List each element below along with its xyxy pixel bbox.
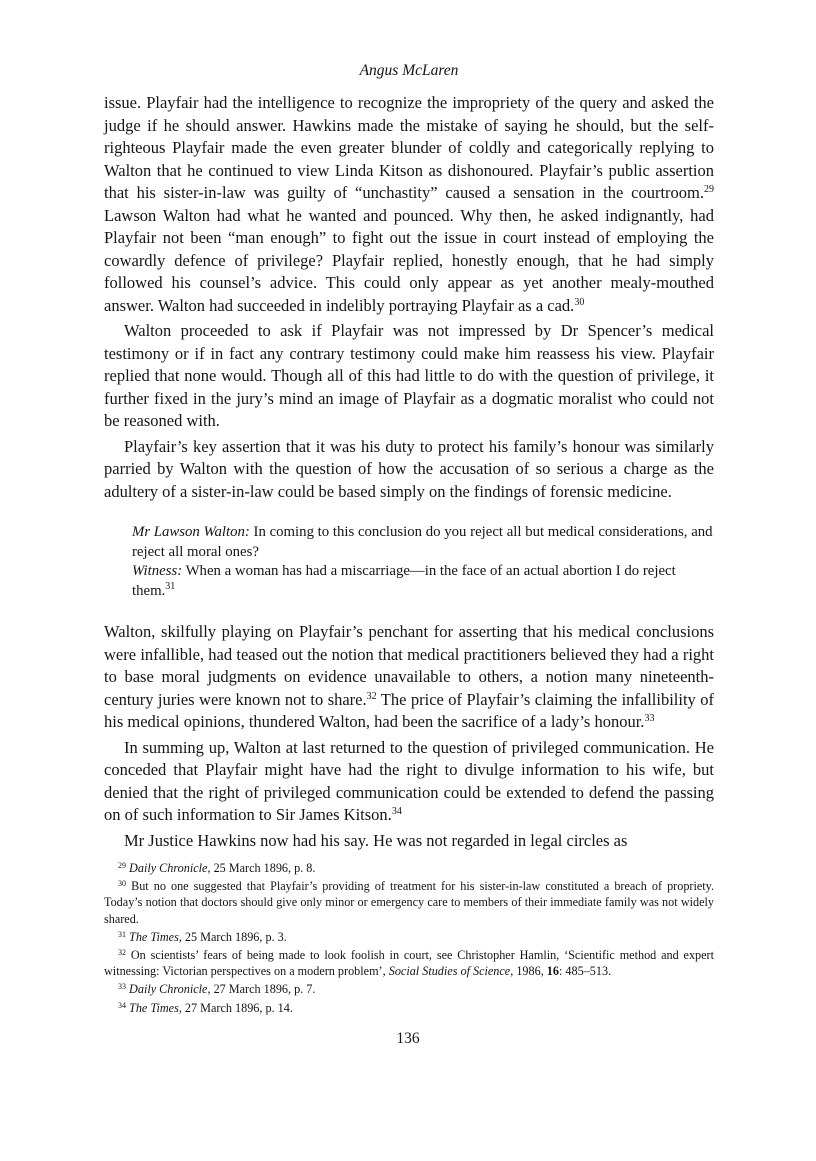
text-run: , 27 March 1896, p. 7. <box>207 982 316 997</box>
text-run: issue. Playfair had the intelligence to recognize the impropriety of the query and asked the judge if he should answer. Hawkins made the mistake of saying he should, but the self-righteous Playfair made the even greater blunder of coldly and categorically replying to Walton that he continued to view Linda Kitson as dishonoured. Playfair’s public assertion that his sister-in-law was guilty of “unchastity” caused a sensation in the courtroom. <box>104 93 714 202</box>
paragraph <box>104 436 714 504</box>
text-run: Playfair’s key assertion that it was his duty to protect his family’s honour was similarly parried by Walton with the question of how the accusation of so serious a charge as the adultery of a sister-in-law could be based simply on the findings of forensic medicine. <box>104 436 714 501</box>
footnotes <box>104 860 714 1018</box>
footnote-number: 29 <box>118 861 126 870</box>
footnote <box>104 860 714 876</box>
text-run: On scientists’ fears of being made to look foolish in court, see Christopher Hamlin, ‘Scientific method and expert witnessing: Victorian perspectives on a modern problem’, <box>104 948 715 979</box>
text-run: : 485–513. <box>558 964 612 979</box>
page-body <box>104 60 714 852</box>
italic-title: The Times <box>129 1000 179 1015</box>
footnote-number: 33 <box>118 982 126 992</box>
footnote-ref: 29 <box>704 184 714 195</box>
speaker-label: Witness: <box>132 563 183 579</box>
body-text-before-quote <box>104 92 714 503</box>
text-run: In summing up, Walton at last returned to the question of privileged communication. He conceded that Playfair might have had the right to divulge information to his wife, but denied that the right of privileged communication could be extended to defend the passing on of such information to Sir James Kitson. <box>104 737 714 824</box>
footnote <box>104 1000 714 1016</box>
paragraph <box>104 92 714 317</box>
text-run: But no one suggested that Playfair’s providing of treatment for his sister-in-law constituted a breach of propriety. Today’s notion that doctors should give only minor or emergency care to members of their immediate family was not widely shared. <box>104 879 715 926</box>
text-run: Mr Justice Hawkins now had his say. He was not regarded in legal circles as <box>124 830 628 850</box>
text-run: , 1986, <box>510 964 547 979</box>
footnote-ref: 30 <box>574 296 585 308</box>
body-text-after-quote <box>104 621 714 852</box>
text-run: Lawson Walton had what he wanted and pounced. Why then, he asked indignantly, had Playfair not been “man enough” to fight out the issue in court instead of employing the cowardly defence of privilege? Playfair replied, honestly enough, that he had simply followed his counsel’s advice. This could only appear as yet another mealy-mouthed answer. Walton had succeeded in indelibly portraying Playfair as a cad. <box>104 205 714 315</box>
text-run: , 27 March 1896, p. 14. <box>178 1000 293 1015</box>
paragraph <box>104 621 714 734</box>
footnote <box>104 947 714 979</box>
text-run: Walton, skilfully playing on Playfair’s penchant for asserting that his medical conclusions were infallible, had teased out the notion that medical practitioners believed they had a right to base moral judgments on evidence unavailable to others, a notion many nineteenth-century juries were known not to share. <box>104 622 714 709</box>
bold-volume: 16 <box>546 964 559 979</box>
running-head: Angus McLaren <box>359 62 459 79</box>
block-quote <box>132 523 714 601</box>
text-run: , 25 March 1896, p. 8. <box>207 861 316 875</box>
text-run: , 25 March 1896, p. 3. <box>178 929 287 944</box>
footnote-number: 34 <box>118 1000 126 1010</box>
quote-line <box>132 562 714 601</box>
text-run: The price of Playfair’s claiming the infallibility of his medical opinions, thundered Walton, had been the sacrifice of a lady’s honour. <box>104 689 714 731</box>
quote-text: When a woman has had a miscarriage—in the face of an actual abortion I do reject them. <box>132 563 676 599</box>
italic-title: Daily Chronicle <box>129 861 208 875</box>
footnote-ref: 31 <box>165 580 176 592</box>
footnote-number: 30 <box>118 879 126 889</box>
text-run: Walton proceeded to ask if Playfair was not impressed by Dr Spencer’s medical testimony or if in fact any contrary testimony could make him reassess his view. Playfair replied that none would. Though all of this had little to do with the question of privilege, it further fixed in the jury’s mind an image of Playfair as a dogmatic moralist who could not be reasoned with. <box>104 321 714 430</box>
speaker-label: Mr Lawson Walton: <box>132 524 250 540</box>
footnote-number: 31 <box>118 929 126 939</box>
footnote-ref: 32 <box>366 690 377 702</box>
quote-line <box>132 523 714 562</box>
paragraph <box>104 737 714 827</box>
quote-text: In coming to this conclusion do you reject all but medical considerations, and reject all moral ones? <box>132 524 713 560</box>
footnote-number: 32 <box>118 948 126 958</box>
footnote <box>104 929 714 945</box>
italic-title: Social Studies of Science <box>388 964 511 979</box>
italic-title: The Times <box>129 929 179 944</box>
footnote-ref: 34 <box>391 806 402 817</box>
page-number: 136 <box>396 1030 420 1047</box>
paragraph <box>104 830 714 853</box>
footnote-ref: 33 <box>644 713 655 724</box>
footnote <box>104 878 714 927</box>
footnote <box>104 981 714 997</box>
italic-title: Daily Chronicle <box>129 982 208 997</box>
paragraph <box>104 320 714 433</box>
